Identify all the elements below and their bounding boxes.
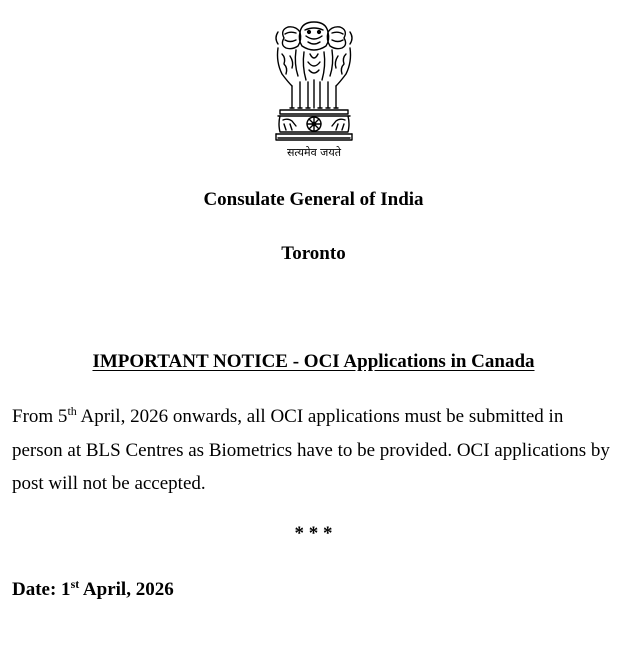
national-emblem-icon	[270, 18, 358, 146]
notice-title: IMPORTANT NOTICE - OCI Applications in Canada	[92, 351, 535, 372]
notice-body-text: April, 2026 onwards, all OCI applications must be submitted in person at BLS Centres as Biometrics have to be provided. OCI applications by post will not be accepted.	[12, 406, 610, 494]
notice-date	[12, 578, 174, 602]
date-rest: April, 2026	[79, 579, 174, 600]
city-heading: Toronto	[281, 243, 346, 264]
date-label: Date: 1	[12, 579, 71, 600]
notice-body-prefix: From 5	[12, 406, 68, 427]
notice-body	[12, 400, 618, 501]
emblem-motto: सत्यमेव जयते	[286, 146, 341, 159]
date-suffix: st	[70, 577, 80, 591]
notice-body-date-suffix: th	[67, 404, 77, 418]
organization-heading: Consulate General of India	[203, 189, 424, 210]
section-separator: * * *	[294, 523, 333, 544]
